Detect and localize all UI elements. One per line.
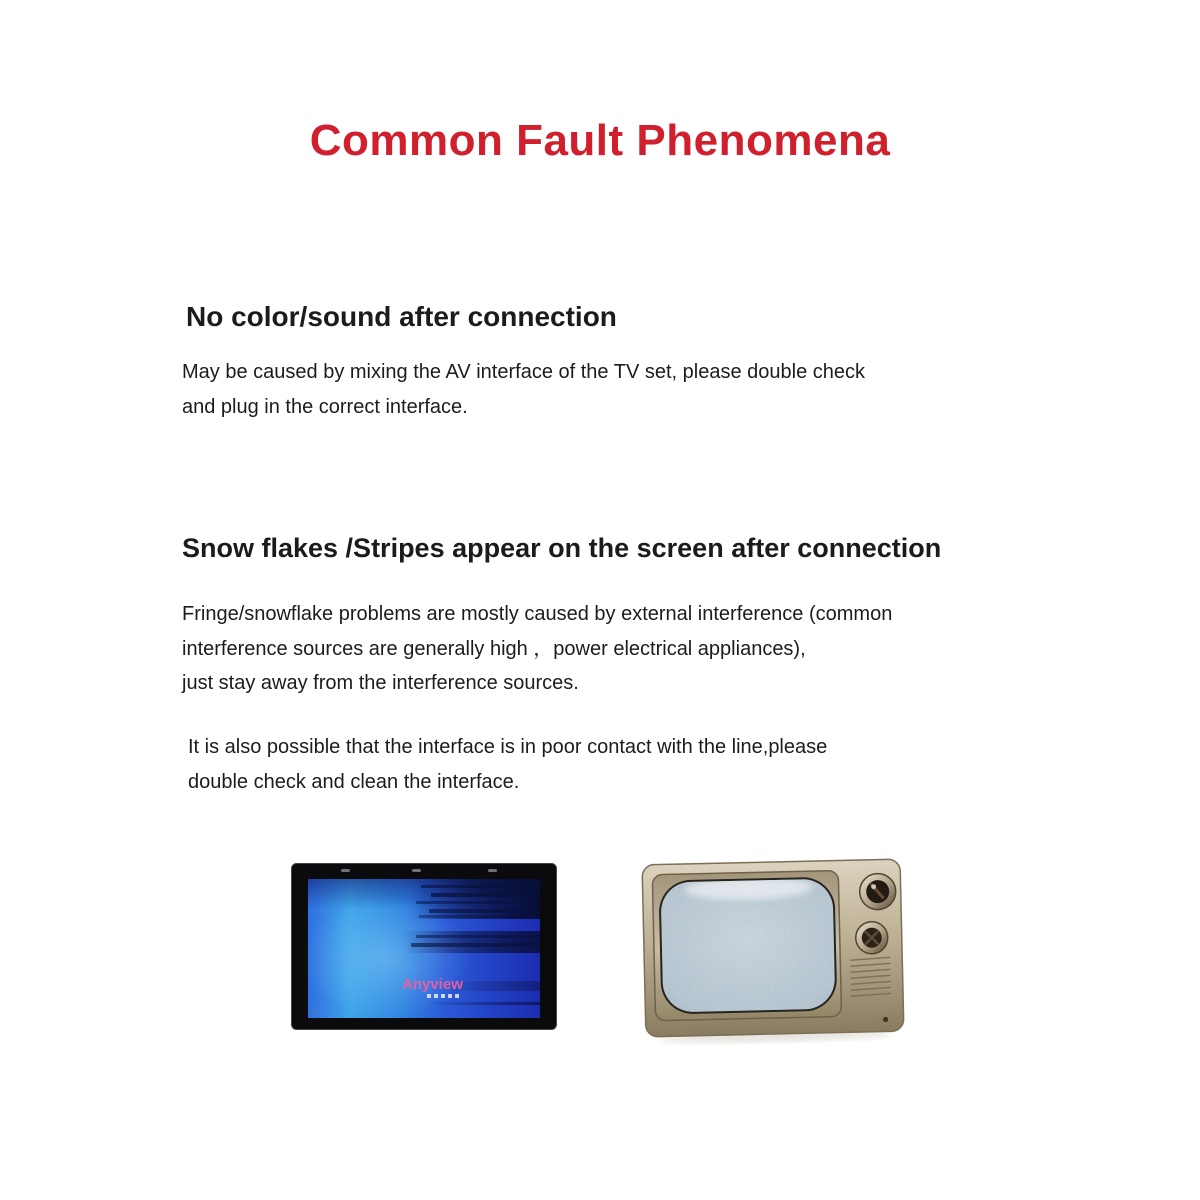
anyview-logo-text: Anyview [402, 976, 463, 993]
paragraph-line: interference sources are generally high ，power electrical appliances), [182, 637, 806, 660]
crt-screen-static [658, 876, 837, 1015]
section-2-paragraph-1 [182, 597, 892, 701]
paragraph-line: Fringe/snowflake problems are mostly caused by external interference (common [182, 603, 893, 625]
section-heading-snowflakes-stripes: Snow flakes /Stripes appear on the screen after connection [182, 533, 942, 563]
paragraph-line: It is also possible that the interface is in poor contact with the line,please [188, 736, 828, 758]
paragraph-line: and plug in the correct interface. [182, 395, 468, 418]
section-heading-no-color-sound: No color/sound after connection [186, 301, 617, 332]
paragraph-line: May be caused by mixing the AV interface of the TV set, please double check [182, 361, 865, 383]
paragraph-line: double check and clean the interface. [188, 770, 520, 793]
crt-tv-image [638, 854, 908, 1046]
section-2-paragraph-2 [188, 730, 827, 799]
paragraph-line: just stay away from the interference sources. [182, 672, 579, 695]
channel-knob-icon [859, 873, 896, 910]
page-title: Common Fault Phenomena [309, 116, 891, 165]
section-1-paragraph [182, 355, 865, 424]
volume-knob-icon [855, 921, 888, 954]
striped-tv-image [291, 863, 557, 1030]
screen-corner-mark [313, 1009, 317, 1013]
